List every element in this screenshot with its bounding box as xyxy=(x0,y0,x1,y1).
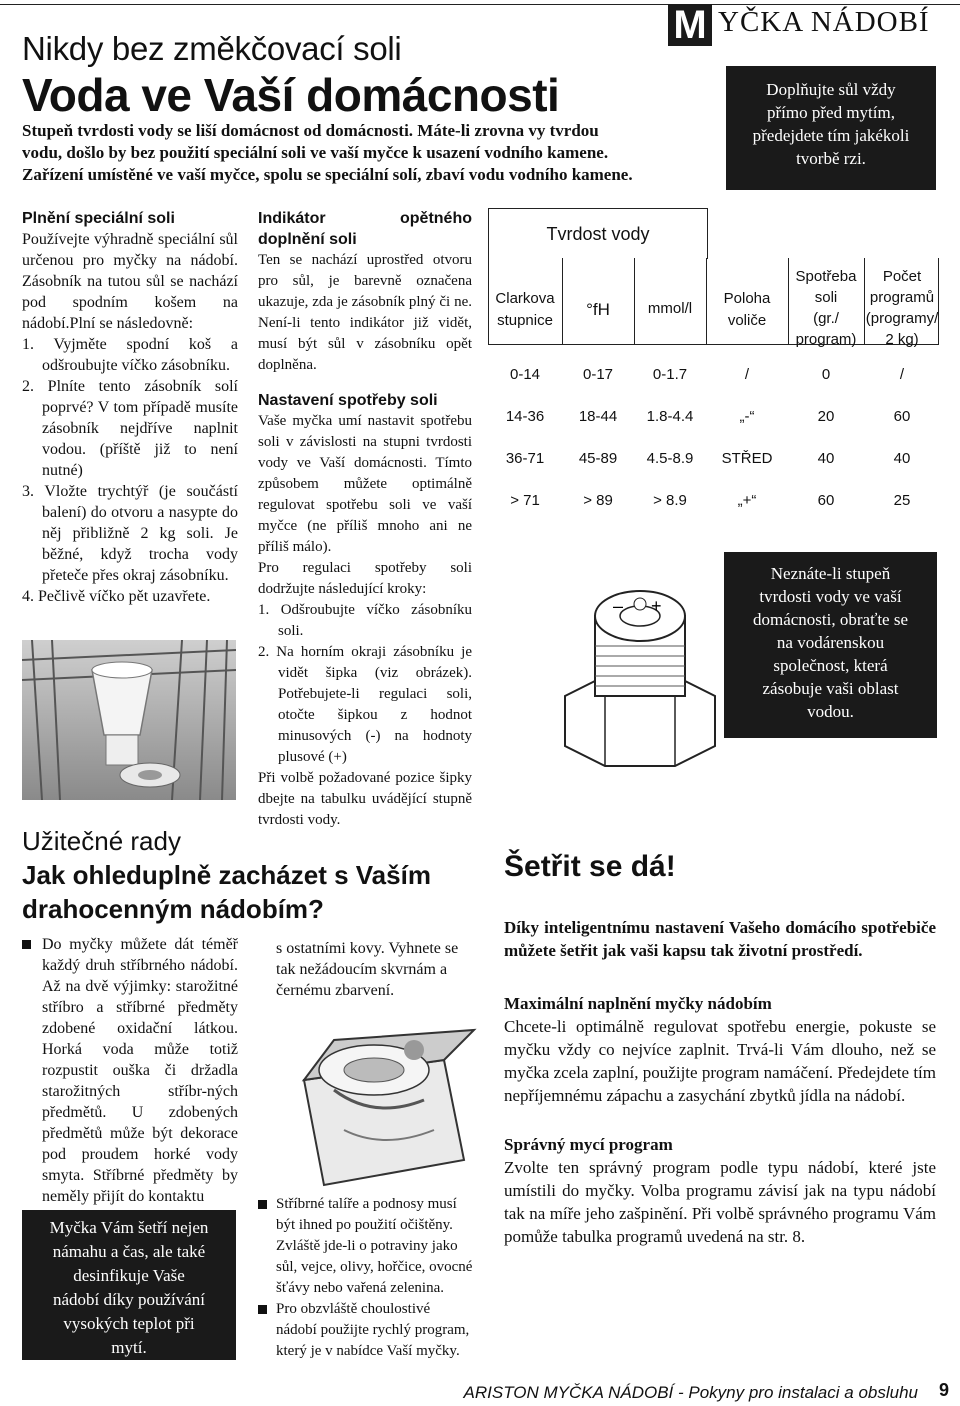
intro-line: vodu, došlo by bez použití speciální soli ve vaší myčce k usazení vodního kamene. xyxy=(22,143,609,162)
paragraph: Při volbě požadované pozice šipky dbejte na tabulku uvádějící stupně tvrdosti vody. xyxy=(258,770,472,828)
tip-line: zásobuje vaši oblast xyxy=(762,679,899,698)
top-rule xyxy=(0,4,960,5)
tip-line: předejdete tím jakékoli xyxy=(752,126,910,145)
column-salt-filling xyxy=(22,208,238,607)
brand-initial: M xyxy=(668,4,712,46)
water-hardness-table xyxy=(488,208,940,524)
header-line: 2 kg) xyxy=(885,331,919,348)
step-item: 2. Plníte tento zásobník solí poprvé? V tom případě musíte zásobník nejdříve naplnit vodou. (příště již to není nutné) xyxy=(22,378,238,479)
cell: 45-89 xyxy=(578,450,618,467)
tip-line: na vodárenskou xyxy=(776,633,885,652)
step-item: 1. Odšroubujte víčko zásobníku soli. xyxy=(258,602,472,639)
cell: / xyxy=(744,366,750,383)
header-line: (programy/ xyxy=(865,310,939,327)
tip-line: Doplňujte sůl vždy xyxy=(766,80,896,99)
minus-symbol: – xyxy=(613,596,624,616)
paragraph: Vaše myčka umí nastavit spotřebu soli v závislosti na stupni tvrdosti vody ve Vaší domácnosti. Tímto způsobem můžete optimálně regulovat spotřebu soli ve vaší myčce (ne příliš mnoho ani ne příliš málo). xyxy=(258,413,472,555)
plus-symbol: + xyxy=(651,596,662,616)
paragraph: Ten se nachází uprostřed otvoru pro sůl, je barevně označena ukazuje, zda je zásobník plný či ne. Není-li tento indikátor již vidět, musí být sůl v zásobníku opět doplněna. xyxy=(258,252,472,373)
cell: > 8.9 xyxy=(653,492,687,509)
cell: 0-1.7 xyxy=(652,366,688,383)
cell: 0 xyxy=(821,366,831,383)
tip-line: společnost, která xyxy=(773,656,888,675)
bullet-item xyxy=(258,1194,474,1299)
header-programs xyxy=(864,266,940,350)
header-line: Počet xyxy=(882,268,922,285)
intro-line: Zařízení umístěné ve vaší myčce, spolu se speciální solí, zbaví vodu vodního kamene. xyxy=(22,165,633,184)
bullet-square xyxy=(258,1200,267,1209)
cell: 14-36 xyxy=(505,408,545,425)
bullet-square xyxy=(258,1305,267,1314)
salt-cap-figure xyxy=(555,576,725,770)
cell: / xyxy=(899,366,905,383)
advice-bullet-1-continued: s ostatními kovy. Vyhnete se tak nežádoucím skvrnám a černému zbarvení. xyxy=(276,940,459,999)
header-selector xyxy=(706,288,788,332)
advice-bullet-1 xyxy=(22,934,238,1207)
step-item: 3. Vložte trychtýř (je součástí balení) do otvoru a nasypte do něj přibližně 2 kg soli. Je běžné, když trocha vody přeteče přes okraj zásobníku. xyxy=(22,483,238,584)
paragraph: Pro regulaci spotřeby soli dodržujte následující kroky: xyxy=(258,560,472,597)
cell: 4.5-8.9 xyxy=(646,450,694,467)
cell: „-“ xyxy=(739,408,755,425)
section-heading: Nastavení spotřeby soli xyxy=(258,392,438,409)
tip-line: tvrdosti vody ve vaší xyxy=(759,587,902,606)
tip-box-salt xyxy=(726,66,936,190)
bullet-text: Stříbrné talíře a podnosy musí být ihned po použití očištěny. Zvláště jde-li o potraviny jako sůl, vejce, olivy, hořčice, ovocné šťávy nebo vařená zelenina. xyxy=(276,1196,473,1296)
header-clark xyxy=(488,288,562,332)
cell: STŘED xyxy=(721,450,773,467)
advice-heading-large: Jak ohleduplně zacházet s Vaším drahocenným nádobím? xyxy=(22,860,431,924)
savings-column xyxy=(504,916,936,1248)
bullet-text: Pro obzvláště choulostivé nádobí použijte rychlý program, který je v nabídce Vaší myčky. xyxy=(276,1301,470,1359)
table-group-header: Tvrdost vody xyxy=(546,224,650,244)
cell: 36-71 xyxy=(505,450,545,467)
cell: 25 xyxy=(893,492,911,509)
bullet-item xyxy=(258,1299,474,1362)
dish-illustration xyxy=(274,1010,480,1190)
tip-box-dishwasher xyxy=(22,1210,236,1360)
header-line: Spotřeba xyxy=(795,268,857,285)
tip-line: Neznáte-li stupeň xyxy=(770,564,891,583)
savings-heading: Šetřit se dá! xyxy=(504,850,676,883)
brand-rest: YČKA NÁDOBÍ xyxy=(718,6,930,38)
footer-text: ARISTON MYČKA NÁDOBÍ - Pokyny pro instalaci a obsluhu xyxy=(463,1383,918,1402)
tip-line: domácnosti, obraťte se xyxy=(752,610,909,629)
savings-subheading: Maximální naplnění myčky nádobím xyxy=(504,994,772,1013)
paragraph: Zvolte ten správný program podle typu nádobí, které jste umístili do myčky. Volba programu závisí jak na typu nádobí tak na míře jeho zašpinění. Při volbě správného programu Vám pomůže tabulka programů uvedená na str. 8. xyxy=(504,1158,936,1246)
salt-container-photo xyxy=(22,640,236,800)
cell: „+“ xyxy=(737,492,757,509)
step-item: 4. Pečlivě víčko pět uzavřete. xyxy=(22,588,211,605)
cell: 60 xyxy=(893,408,911,425)
cell: 60 xyxy=(817,492,835,509)
tip-line: vysokých teplot při xyxy=(63,1314,195,1333)
intro-paragraph xyxy=(22,120,712,186)
section-heading: Indikátor opětného doplnění soli xyxy=(258,210,472,248)
table-row xyxy=(488,450,940,492)
tip-box-hardness xyxy=(724,552,937,738)
intro-line: Stupeň tvrdosti vody se liší domácnost od domácnosti. Máte-li zrovna vy tvrdou xyxy=(22,121,599,140)
paragraph: Používejte výhradně speciální sůl určenou pro myčky na nádobí. Zásobník na tutou sůl se nachází pod spodním košem na nádobí.Plní se následovně: xyxy=(22,231,238,332)
bullet-square xyxy=(22,940,31,949)
header-line: (gr./ xyxy=(813,310,839,327)
tip-line: přímo před mytím, xyxy=(767,103,895,122)
savings-subheading: Správný mycí program xyxy=(504,1135,673,1154)
main-heading: Voda ve Vaší domácnosti xyxy=(22,69,560,121)
tip-line: desinfikuje Vaše xyxy=(73,1266,185,1285)
header-mmol: mmol/l xyxy=(647,300,693,317)
header-consumption xyxy=(788,266,864,350)
step-item: 1. Vyjměte spodní koš a odšroubujte víčko zásobníku. xyxy=(22,336,238,374)
table-row xyxy=(488,492,940,534)
cell: 0-17 xyxy=(582,366,614,383)
table-row xyxy=(488,366,940,408)
header-line: stupnice xyxy=(497,312,553,329)
advice-bullets-2 xyxy=(258,1194,474,1362)
subtitle-heading: Nikdy bez změkčovací soli xyxy=(22,30,402,67)
cell: 40 xyxy=(893,450,911,467)
step-item: 2. Na horním okraji zásobníku je vidět šipka (viz obrázek). Potřebujete-li regulaci soli, otočte šipkou z hodnot minusových (-) na hodnoty plusové (+) xyxy=(258,644,472,765)
header-line: soli xyxy=(814,289,838,306)
table-row xyxy=(488,408,940,450)
page-number: 9 xyxy=(938,1380,949,1400)
advice-heading-small: Užitečné rady xyxy=(22,826,181,856)
header-line: voliče xyxy=(727,312,767,329)
savings-intro: Díky inteligentnímu nastavení Vašeho domácího spotřebiče můžete šetřit jak vaši kapsu tak životní prostředí. xyxy=(504,918,936,960)
cell: 1.8-4.4 xyxy=(646,408,694,425)
bullet-text: Do myčky můžete dát téměř každý druh stříbrného nádobí. Až na dvě výjimky: starožitné stříbro a stříbrné předměty zdobené oxidační látkou. Horká voda může totiž rozpustit ouška či držadla starožitných stříbr-ných předmětů. U zdobených předmětů může být dekorace pod proudem horké vody smyta. Stříbrné předměty by neměly přijít do kontaktu xyxy=(42,936,238,1205)
paragraph: Chcete-li optimálně regulovat spotřebu energie, pokuste se myčku vždy co nejvíce zaplnit. Trvá-li Vám dlouho, než se myčka zcela zaplní, použijte program namáčení. Předejdete tím nepříjemnému zápachu a zasychání zbytků jídla na nádobí. xyxy=(504,1017,936,1105)
tip-line: Myčka Vám šetří nejen xyxy=(49,1218,209,1237)
cell: 18-44 xyxy=(578,408,618,425)
tip-line: mytí. xyxy=(111,1338,147,1357)
section-heading: Plnění speciální soli xyxy=(22,210,175,227)
cell: 20 xyxy=(817,408,835,425)
header-fh: °fH xyxy=(586,300,610,319)
tip-line: tvorbě rzi. xyxy=(796,149,866,168)
tip-line: nádobí díky používání xyxy=(52,1290,206,1309)
cell: 40 xyxy=(817,450,835,467)
cell: 0-14 xyxy=(509,366,541,383)
header-line: Poloha xyxy=(723,290,771,307)
tip-line: námahu a čas, ale také xyxy=(52,1242,206,1261)
tip-line: vodou. xyxy=(807,702,854,721)
cell: > 71 xyxy=(510,492,540,509)
table-body xyxy=(488,366,940,534)
header-line: program) xyxy=(795,331,857,348)
header-line: Clarkova xyxy=(495,290,555,307)
column-salt-indicator xyxy=(258,208,472,831)
header-line: programů xyxy=(869,289,935,306)
cell: > 89 xyxy=(583,492,613,509)
